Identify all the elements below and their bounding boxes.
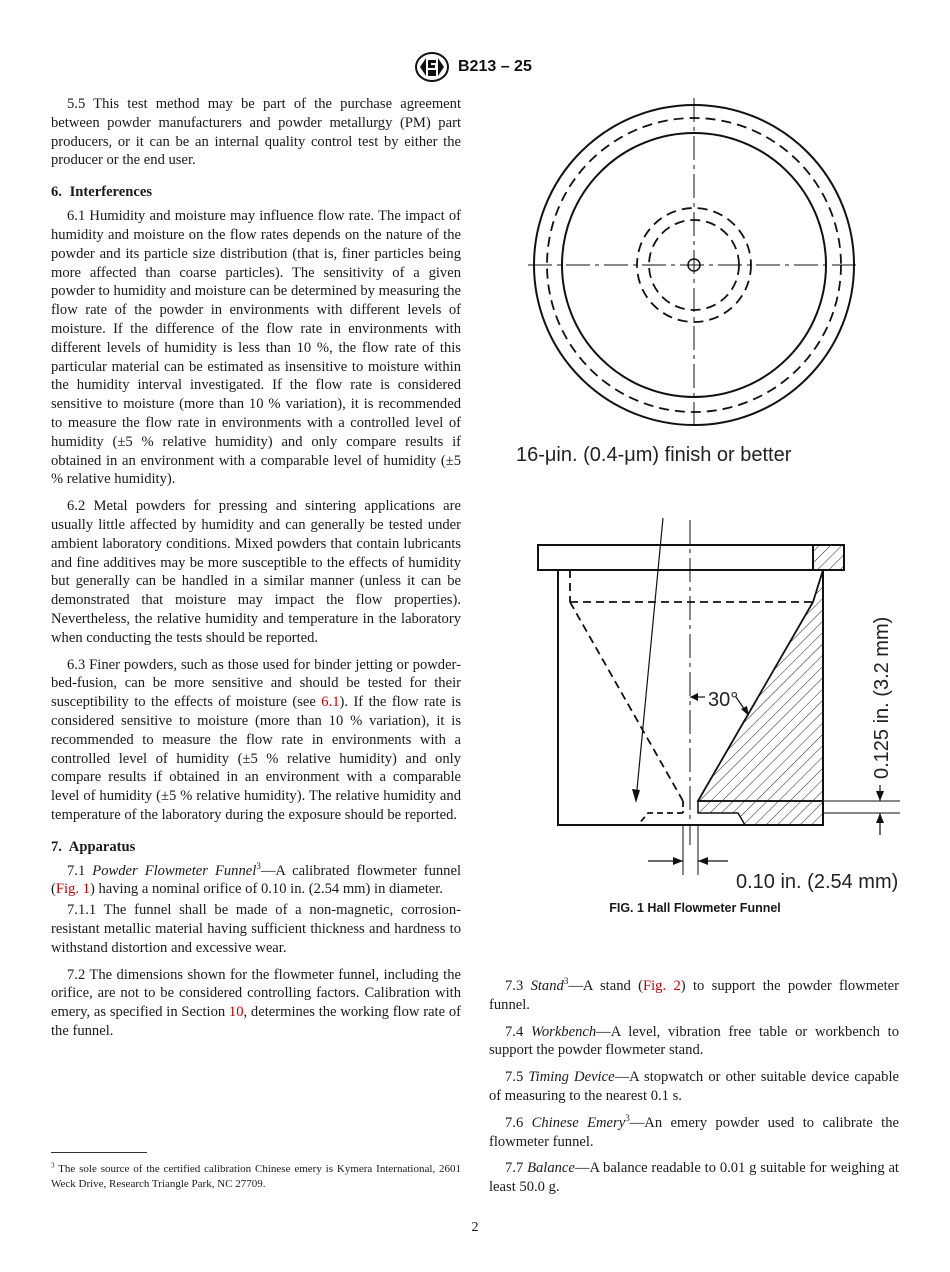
footnote-rule <box>51 1152 147 1153</box>
page-number: 2 <box>471 1220 479 1235</box>
paragraph-number: 7.5 <box>505 1069 529 1086</box>
term: Balance <box>527 1160 575 1177</box>
footnote-marker: 3 <box>625 1112 630 1123</box>
figure-caption: FIG. 1 Hall Flowmeter Funnel <box>609 901 781 915</box>
section-number: 7. <box>51 838 62 855</box>
paragraph-6-2: 6.2 Metal powders for pressing and sintering applications are usually little affected by humidity and can generally be tested under ambient laboratory conditions. Mixed powders that contain lubricants and fine additives may be more susceptible to the effects of humidity but generally can be handled in a similar manner (unless it can be demonstrated that moisture may impact the flow properties). Nevertheless, the relative humidity and temperature in the laboratory when conducting the tests should be reported. <box>51 498 461 646</box>
paragraph-7-4 <box>489 1023 899 1061</box>
section-title: Apparatus <box>68 838 136 855</box>
text-run: 6.3 Finer powders, such as those used for binder jetting or powder-bed-fusion, can be more sensitive and should be tested for their susceptibility to the effects of moisture (see <box>51 656 461 711</box>
left-column <box>51 95 461 1049</box>
paragraph-7-1 <box>51 862 461 900</box>
section-6-1-link[interactable]: 6.1 <box>321 694 340 711</box>
paragraph-number: 7.6 <box>505 1114 532 1131</box>
section-10-link[interactable]: 10 <box>228 1004 244 1021</box>
paragraph-7-5 <box>489 1068 899 1106</box>
paragraph-7-2 <box>51 966 461 1041</box>
paragraph-number: 7.3 <box>505 978 531 994</box>
fig-2-link[interactable]: Fig. 2 <box>643 978 681 994</box>
paragraph-6-3 <box>51 656 461 825</box>
height-dimension-label: 0.125 in. (3.2 mm) <box>871 616 893 779</box>
right-column <box>489 977 899 1205</box>
section-7-heading <box>51 838 461 856</box>
text-run: ). If the flow rate is considered sensitive to moisture (more than 10 % variation), it is recommended to measure the flow rate in environments with a controlled level of humidity (±5 % relative humidity) and only compare results if obtained in an environment with a comparable level of humidity (±5 % relative humidity). The relative humidity and temperature of the laboratory during the exposure should be reported. <box>51 694 461 823</box>
hall-flowmeter-funnel-figure <box>500 95 930 905</box>
fig-1-link[interactable]: Fig. 1 <box>55 881 90 898</box>
section-title: Interferences <box>69 184 152 201</box>
text-run: ) to support the powder flowmeter funnel. <box>489 978 899 1013</box>
paragraph-7-7 <box>489 1159 899 1197</box>
term: Powder Flowmeter Funnel <box>92 862 257 879</box>
footnote-text: The sole source of the certified calibration Chinese emery is Kymera International, 2601 Weck Drive, Research Triangle Park, NC 27709. <box>51 1163 461 1190</box>
term: Workbench <box>531 1023 597 1040</box>
text-run: 7.2 The dimensions shown for the flowmeter funnel, including the orifice, are not to be considered controlling factors. Calibration with emery, as specified in Section <box>51 966 461 1021</box>
astm-logo <box>414 52 450 82</box>
footnote-number: 3 <box>51 1161 55 1170</box>
orifice-dimension-label: 0.10 in. (2.54 mm) <box>736 871 899 893</box>
paragraph-6-1: 6.1 Humidity and moisture may influence flow rate. The impact of humidity and moisture on the flow rates depends on the nature of the powder and its particle size distribution (that is, finer particles being more affected than coarse particles). The sensitivity of a given powder to humidity and moisture can be determined by measuring the flow rate of the powder in environments with different levels of moisture. If the difference of the flow rate in environments with different levels of humidity is less than 10 %, the flow rate of this particular material can be estimated as insensitive to moisture within the humidity interval investigated. If the flow rate is considered sensitive to moisture (more than 10 % variation), it is recommended to measure the flow rate in environments with a controlled level of humidity (±5 % relative humidity) and only compare results if obtained in an environment with a comparable level of humidity (±5 % relative humidity). <box>51 208 461 488</box>
text-run: , determines the working flow rate of the funnel. <box>51 1004 461 1040</box>
text-run: —A balance readable to 0.01 g suitable for weighing at least 50.0 g. <box>489 1160 899 1196</box>
footnote-marker: 3 <box>563 976 569 987</box>
angle-label: 30° <box>708 689 739 711</box>
footnote <box>51 1162 461 1192</box>
text-run: —A level, vibration free table or workbench to support the powder flowmeter stand. <box>489 1023 900 1059</box>
term: Timing Device <box>528 1069 615 1086</box>
funnel-top-view <box>528 98 860 430</box>
paragraph-number: 7.4 <box>505 1023 532 1040</box>
paragraph-7-6 <box>489 1114 899 1152</box>
page-header <box>0 50 950 84</box>
term: Chinese Emery <box>531 1114 626 1131</box>
footnote-marker: 3 <box>256 860 261 871</box>
document-id: B213 – 25 <box>458 58 532 75</box>
text-run: —A stand ( <box>568 978 643 994</box>
finish-label: 16-μin. (0.4-μm) finish or better <box>516 444 792 466</box>
text-run: —An emery powder used to calibrate the flowmeter funnel. <box>489 1114 899 1150</box>
section-6-heading <box>51 183 461 201</box>
text-run: —A stopwatch or other suitable device capable of measuring to the nearest 0.1 s. <box>489 1069 899 1104</box>
term: Stand <box>530 978 564 994</box>
paragraph-number: 7.1 <box>67 862 93 879</box>
paragraph-7-3 <box>489 977 899 1015</box>
paragraph-7-1-1: 7.1.1 The funnel shall be made of a non-magnetic, corrosion-resistant metallic material having sufficient thickness and hardness to withstand distortion and excessive wear. <box>51 902 461 956</box>
section-number: 6. <box>51 184 62 201</box>
text-run: ) having a nominal orifice of 0.10 in. (2.54 mm) in diameter. <box>89 881 443 898</box>
text-run: —A calibrated flowmeter funnel ( <box>51 862 462 898</box>
paragraph-number: 7.7 <box>505 1160 528 1177</box>
paragraph-5-5: 5.5 This test method may be part of the purchase agreement between powder manufacturers and powder metallurgy (PM) part producers, or it can be an internal quality control test by either the producer or the end user. <box>51 96 461 169</box>
